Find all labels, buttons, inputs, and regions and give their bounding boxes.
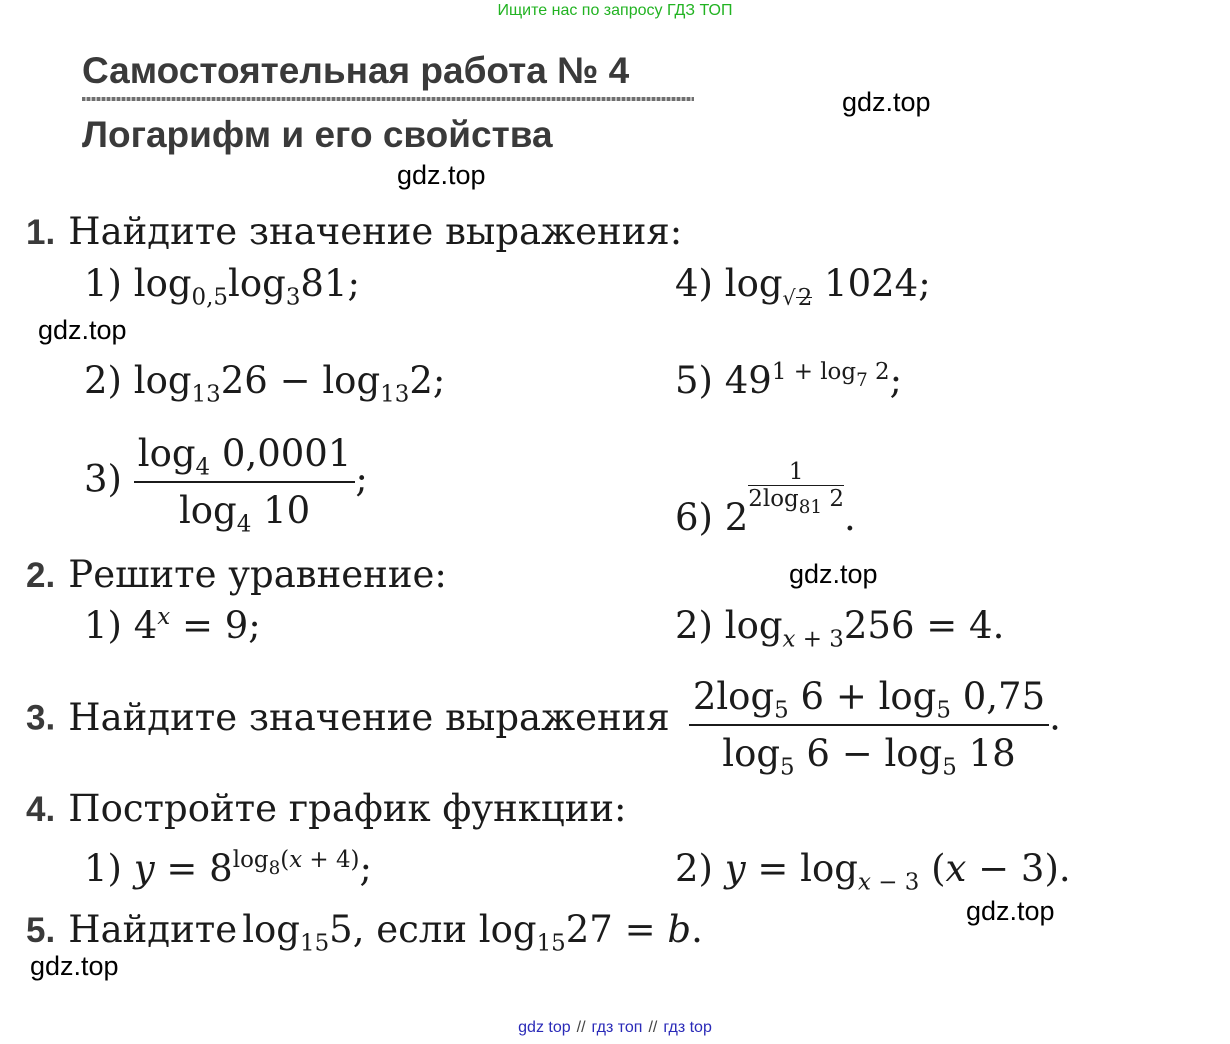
- item-label: 6): [675, 496, 713, 540]
- watermark: gdz.top: [789, 559, 878, 589]
- item-label: 1): [84, 604, 122, 647]
- task-1-item-1: 1) $\log_{0,5}\log_381$;: [84, 262, 360, 311]
- task-text: Найдите значение выражения: [68, 695, 670, 739]
- footer-separator: //: [576, 1019, 586, 1036]
- footer-links: [0, 1019, 1230, 1037]
- task-4-item-2: 2) $y = \log_{x - 3} (x - 3)$.: [675, 847, 1071, 896]
- task-text: Постройте график функции:: [68, 787, 627, 830]
- title-underline: [82, 97, 694, 101]
- task-text: Решите уравнение:: [68, 553, 447, 596]
- watermark: gdz.top: [38, 315, 127, 345]
- task-2-item-2: 2) $\log_{x + 3}256 = 4$.: [675, 604, 1005, 653]
- task-2-heading: [26, 553, 447, 596]
- item-label: 2): [675, 847, 713, 890]
- watermark: gdz.top: [966, 896, 1055, 926]
- task-number: 3.: [26, 698, 56, 738]
- task-1-item-2: 2) $\log_{13}26 - \log_{13}2$;: [84, 359, 446, 408]
- item-label: 1): [84, 847, 122, 890]
- task-3: 3. Найдите значение выражения $\frac{2\log_5 6 + \log_5 0,75}{\log_5 6 - \log_5 18}$ .: [26, 675, 1061, 781]
- task-1-item-4: 4) $\log_{√2} 1024$;: [675, 262, 931, 311]
- task-4-heading: [26, 787, 627, 830]
- footer-link-gdz-top-ru[interactable]: гдз топ: [591, 1019, 643, 1036]
- task-number: 1.: [26, 213, 56, 252]
- task-1-item-6: 6) 2 $\frac{1}{2\log_{81} 2}$ .: [675, 459, 856, 540]
- task-text: Найдите: [68, 908, 238, 951]
- footer-link-gdz-top-mixed[interactable]: гдз top: [663, 1019, 712, 1036]
- search-banner[interactable]: Ищите нас по запросу ГДЗ ТОП: [497, 2, 733, 19]
- task-text: Найдите значение выражения:: [68, 210, 683, 253]
- task-number: 4.: [26, 790, 56, 829]
- page-subtitle: Логарифм и его свойства: [82, 114, 553, 155]
- task-1-item-3: 3) $\frac{\log_4 0,0001}{\log_4 10}$ ;: [84, 432, 368, 538]
- item-label: 1): [84, 262, 122, 305]
- task-number: 5.: [26, 911, 56, 950]
- page-title: Самостоятельная работа № 4: [82, 50, 630, 91]
- task-5: 5. Найдите $\log_{15}5$, если $\log_{15}27 = b$.: [26, 908, 703, 957]
- watermark: gdz.top: [30, 951, 119, 981]
- task-2-item-1: 1) $4^x = 9$;: [84, 603, 261, 647]
- item-label: 3): [84, 457, 122, 501]
- footer-separator: //: [648, 1019, 658, 1036]
- item-label: 2): [84, 359, 122, 402]
- task-4-item-1: 1) $y = 8^{log_8(x + 4)}$;: [84, 846, 372, 890]
- watermark: gdz.top: [397, 160, 486, 190]
- fraction: $\frac{\log_4 0,0001}{\log_4 10}$: [134, 432, 356, 532]
- task-number: 2.: [26, 556, 56, 595]
- item-label: 2): [675, 604, 713, 647]
- watermark: gdz.top: [842, 87, 931, 117]
- task-1-item-5: 5) $49^{1 + log_7 2}$;: [675, 358, 903, 402]
- item-label: 4): [675, 262, 713, 305]
- footer-link-gdz-top[interactable]: gdz top: [518, 1019, 571, 1036]
- task-1-heading: [26, 210, 682, 253]
- fraction: $\frac{2\log_5 6 + \log_5 0,75}{\log_5 6 - \log_5 18}$: [689, 675, 1049, 775]
- item-label: 5): [675, 359, 713, 402]
